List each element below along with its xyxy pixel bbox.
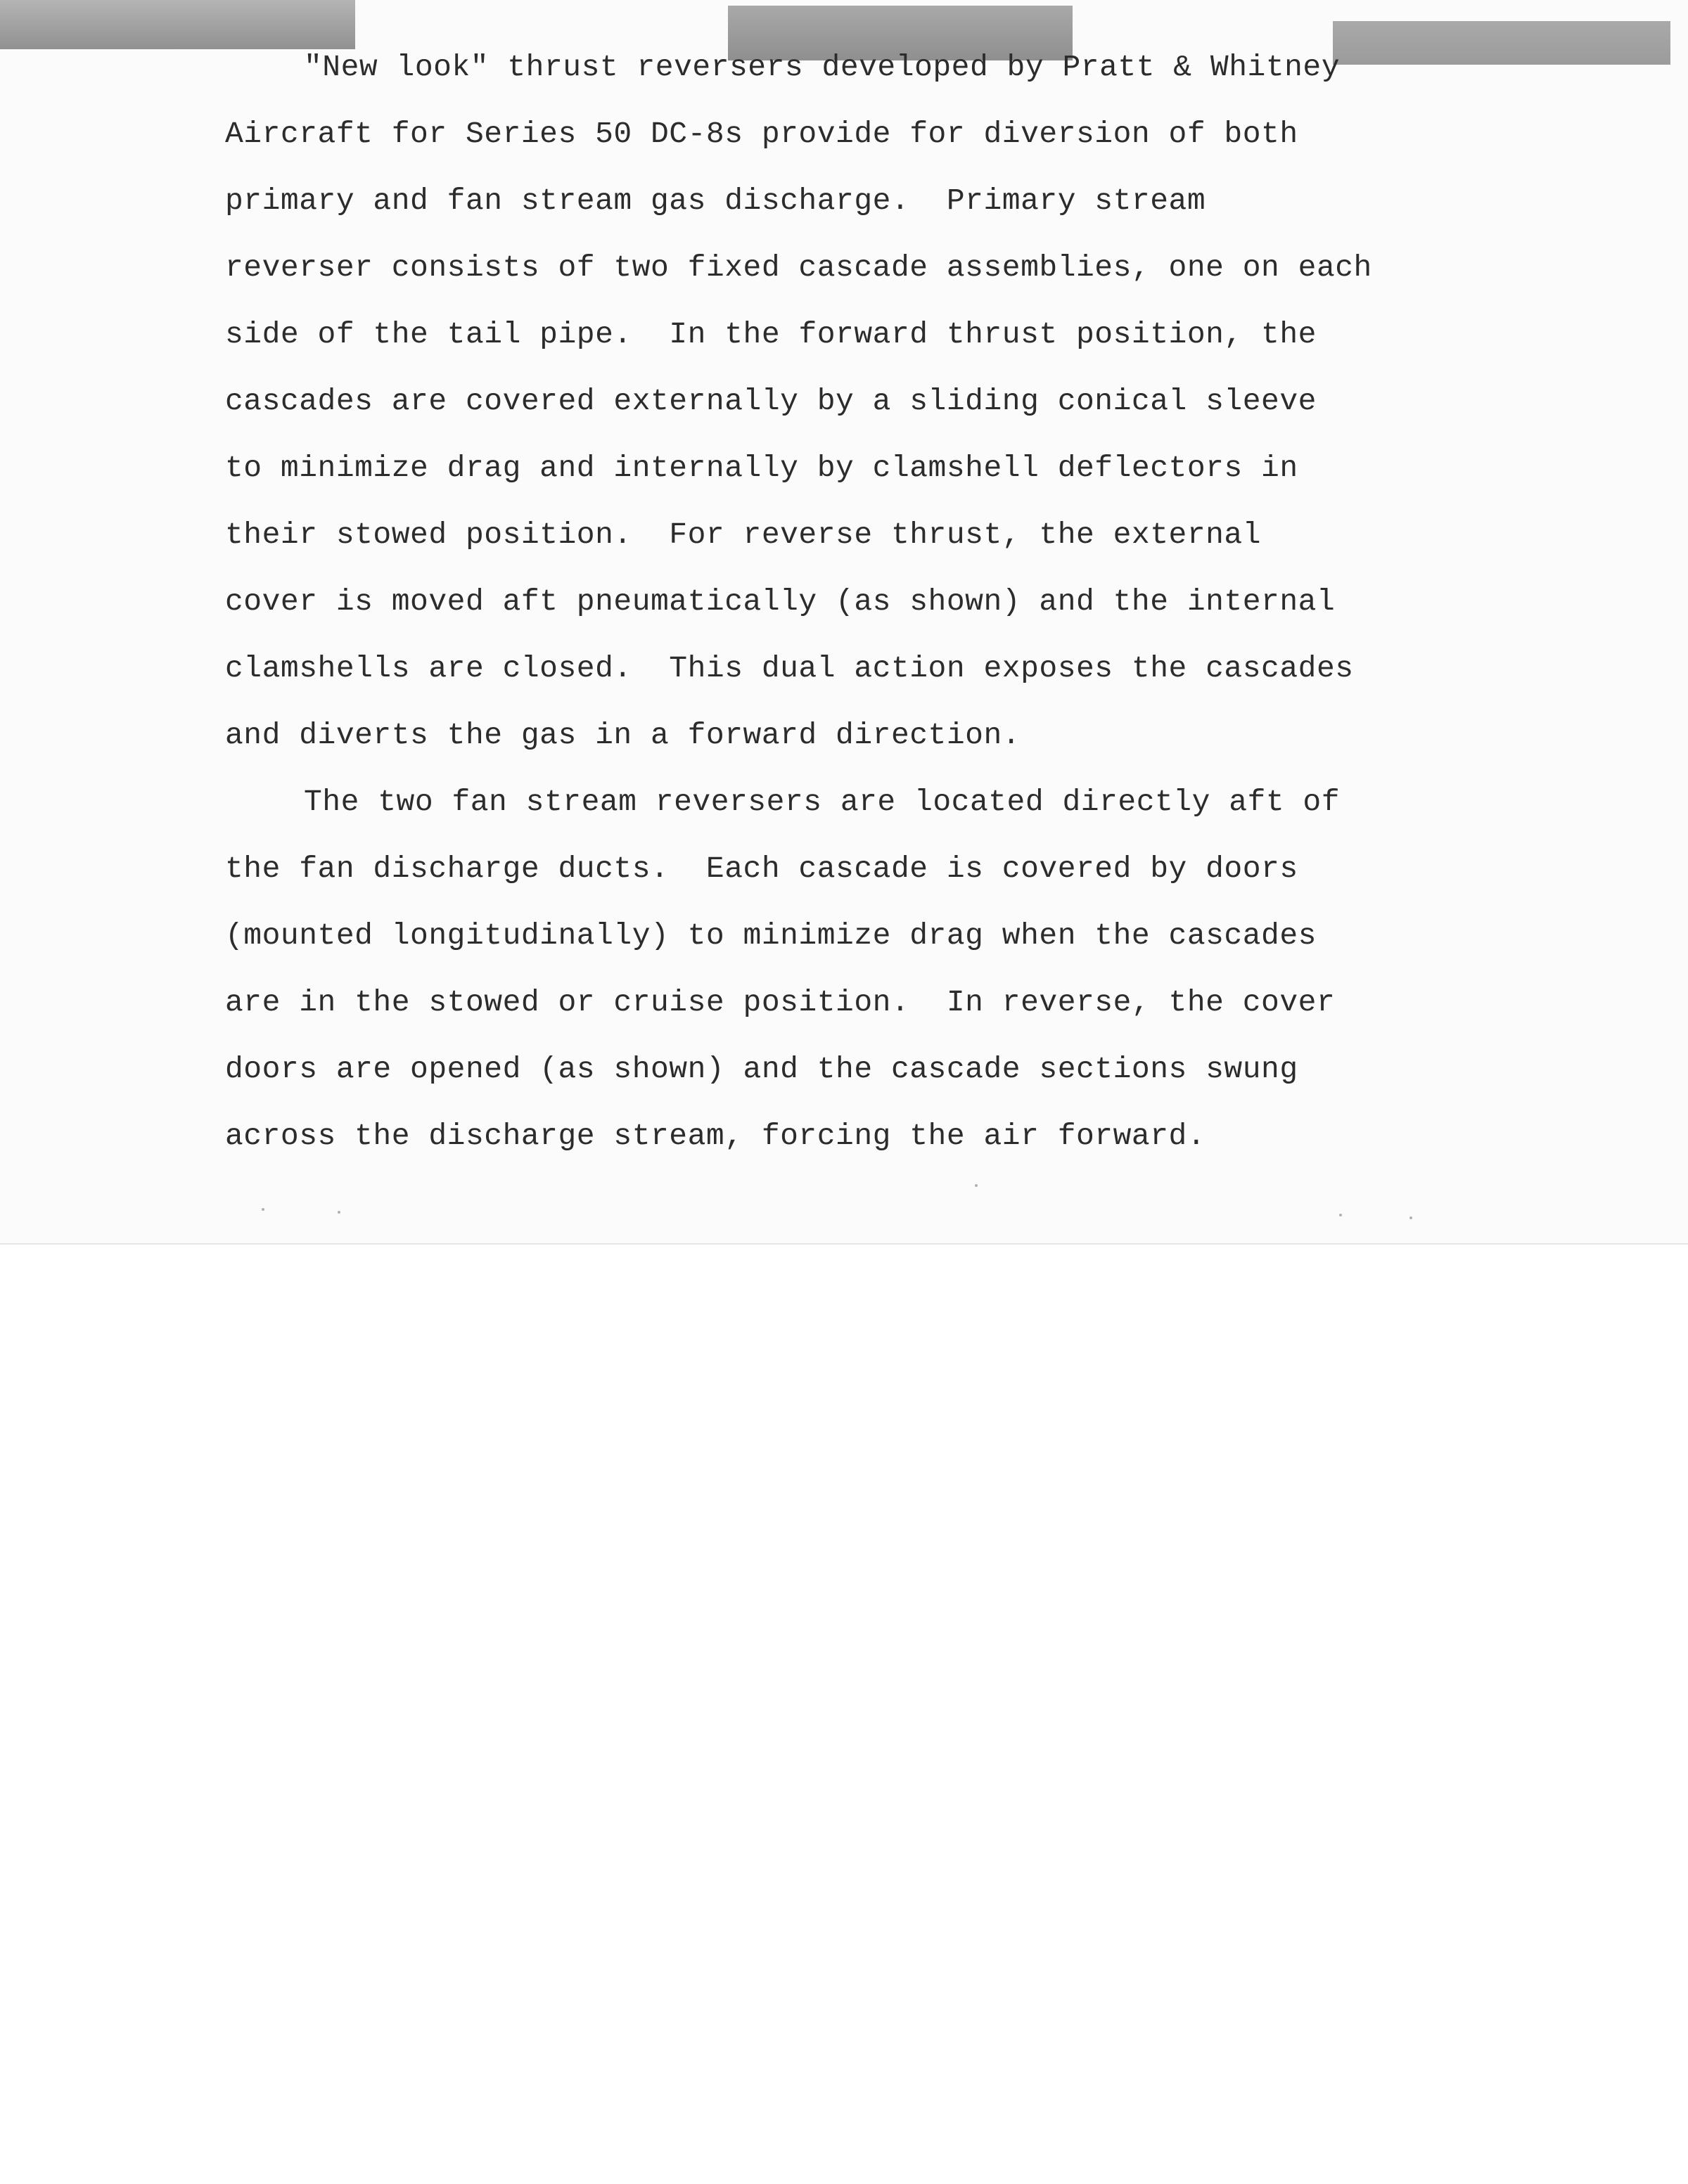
paragraph [225,34,1491,769]
text-line: doors are opened (as shown) and the cascade sections swung [225,1052,1298,1086]
text-line: are in the stowed or cruise position. In reverse, the cover [225,985,1336,1020]
paper-speck [975,1184,978,1187]
text-line: the fan discharge ducts. Each cascade is covered by doors [225,852,1298,886]
text-line: and diverts the gas in a forward direction. [225,718,1021,752]
text-line: cascades are covered externally by a sliding conical sleeve [225,384,1317,418]
text-line: cover is moved aft pneumatically (as shown) and the internal [225,584,1336,619]
text-line: across the discharge stream, forcing the air forward. [225,1119,1206,1153]
text-line: to minimize drag and internally by clamshell deflectors in [225,451,1298,485]
paper-speck [1339,1214,1342,1216]
text-line: primary and fan stream gas discharge. Primary stream [225,184,1206,218]
text-line: reverser consists of two fixed cascade assemblies, one on each [225,250,1372,285]
paper-speck [338,1211,340,1214]
text-line: The two fan stream reversers are located directly aft of [304,785,1341,819]
text-line: (mounted longitudinally) to minimize drag when the cascades [225,918,1317,953]
paper-speck [1409,1216,1412,1219]
text-line: side of the tail pipe. In the forward thrust position, the [225,317,1317,352]
paper-speck [262,1208,264,1211]
text-line: clamshells are closed. This dual action exposes the cascades [225,651,1354,686]
paragraph [225,769,1491,1169]
text-line: "New look" thrust reversers developed by Pratt & Whitney [304,50,1341,84]
text-line: Aircraft for Series 50 DC-8s provide for diversion of both [225,117,1298,151]
text-line: their stowed position. For reverse thrust, the external [225,518,1262,552]
typed-text [225,34,1491,1169]
